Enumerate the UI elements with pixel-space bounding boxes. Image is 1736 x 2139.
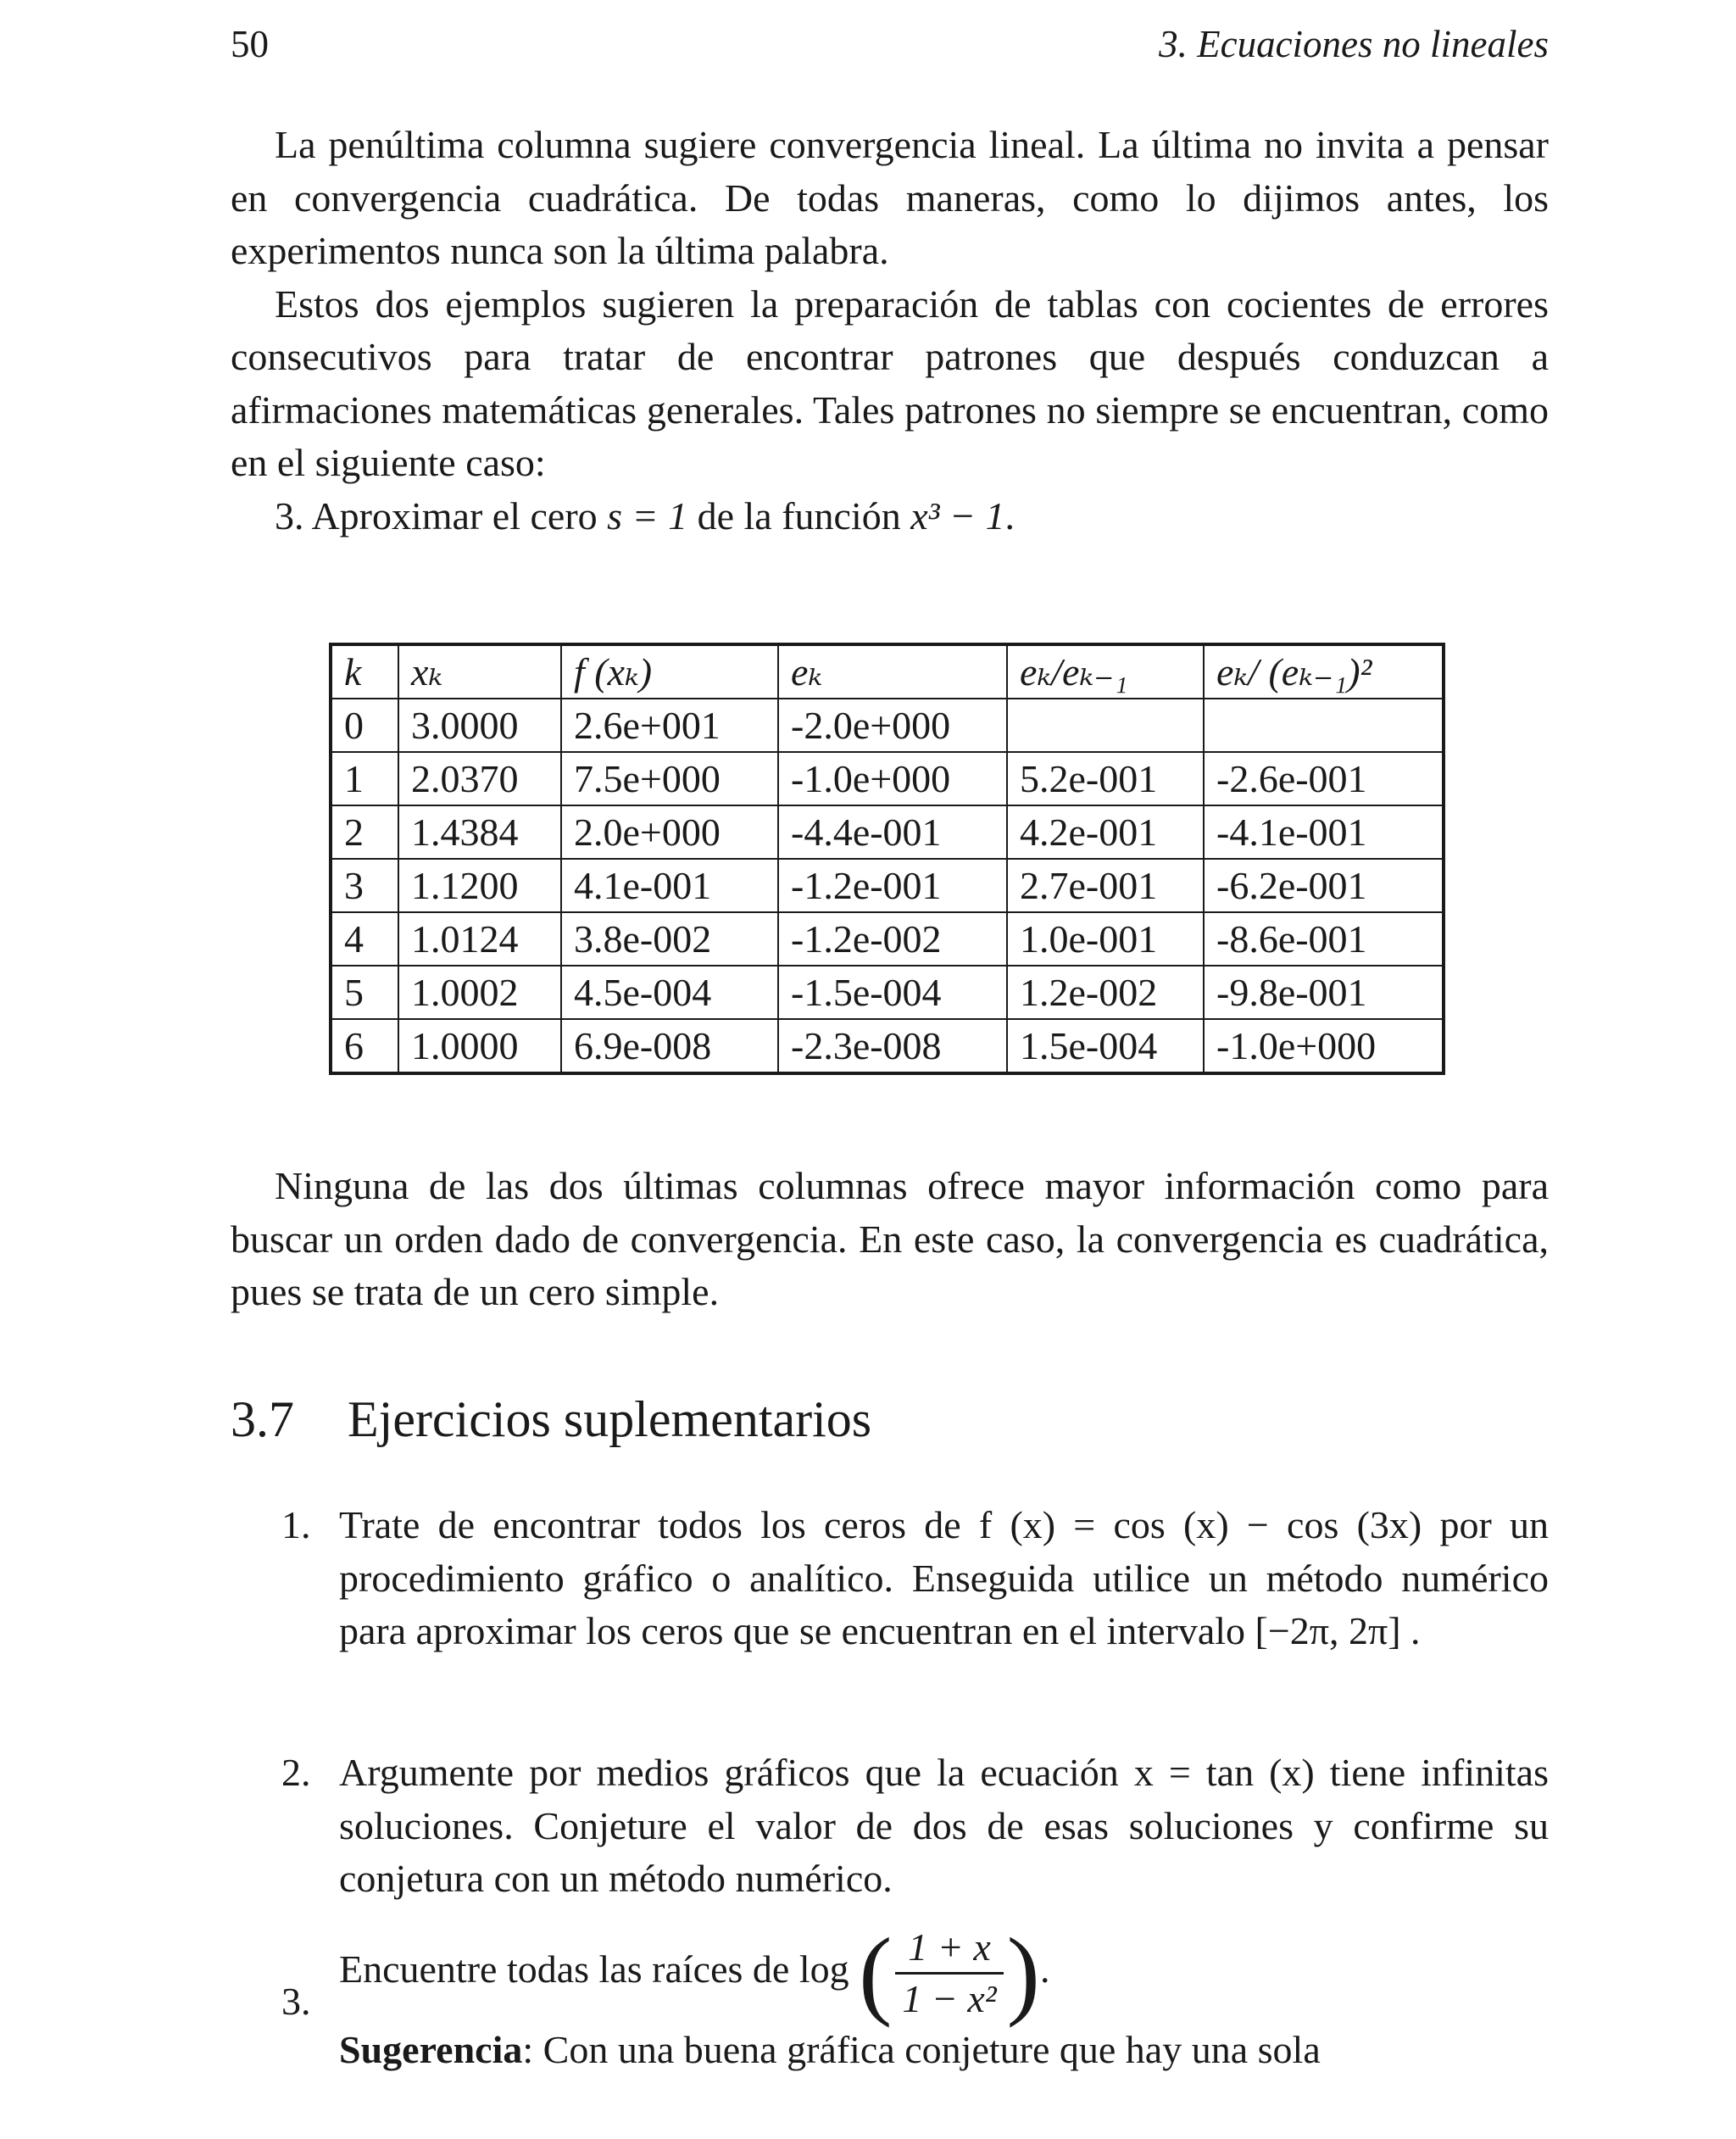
table-row [331,859,1444,912]
table-cell: 3.8e-002 [561,912,778,966]
math-inline: x³ − 1 [910,493,1005,538]
error-table [329,643,1445,1075]
page-number: 50 [231,23,269,65]
right-paren: ) [1006,1917,1040,2029]
table-cell: 6.9e-008 [561,1019,778,1073]
fraction-denominator: 1 − x² [902,1977,997,2020]
table-cell: 5.2e-001 [1007,752,1204,805]
table-cell: -2.0e+000 [778,699,1007,752]
table-cell: -9.8e-001 [1204,966,1444,1019]
table-cell: -6.2e-001 [1204,859,1444,912]
table-cell: -1.2e-001 [778,859,1007,912]
column-header: k [331,644,398,699]
table-cell: 1 [331,752,398,805]
exercise-text: Encuentre todas las raíces de log ( $\frac{1 + x}{\text{1 − x²}}$ ). Sugerencia: Con una buena gráfica conjeture que hay una sola [339,1923,1549,2077]
hint-line [339,2024,1549,2077]
table-cell: 1.0002 [398,966,561,1019]
section-number: 3.7 [231,1391,294,1447]
table-cell: 6 [331,1019,398,1073]
column-header: f (xₖ) [561,644,778,699]
column-header: eₖ/ (eₖ₋₁)² [1204,644,1444,699]
fraction [895,1923,1003,2024]
table-row [331,1019,1444,1073]
table-row [331,805,1444,859]
column-header: eₖ/eₖ₋₁ [1007,644,1204,699]
table-cell: 4 [331,912,398,966]
table-cell: 2.0370 [398,752,561,805]
paragraph: Ninguna de las dos últimas columnas ofrece mayor información como para buscar un orden dado de convergencia. En este caso, la convergencia es cuadrática, pues se trata de un cero simple. [231,1164,1549,1313]
table-cell [1204,699,1444,752]
math-inline: s = 1 [607,493,688,538]
table-cell: 1.5e-004 [1007,1019,1204,1073]
paragraph: La penúltima columna sugiere convergencia lineal. La última no invita a pensar en convergencia cuadrática. De todas maneras, como lo dijimos antes, los experimentos nunca son la última palabra. [231,123,1549,272]
exercise-item [231,1499,1549,1658]
table-cell: -1.2e-002 [778,912,1007,966]
table-cell: -4.1e-001 [1204,805,1444,859]
intro-text [231,119,1549,543]
table-cell: 0 [331,699,398,752]
table-row [331,966,1444,1019]
left-paren: ( [859,1917,893,2029]
table-cell: 1.4384 [398,805,561,859]
table-cell: -2.3e-008 [778,1019,1007,1073]
paragraph: Estos dos ejemplos sugieren la preparación de tablas con cocientes de errores consecutivos para tratar de encontrar patrones que después conduzcan a afirmaciones matemáticas generales. Tales patrones no siempre se encuentran, como en el siguiente caso: [231,281,1549,484]
table-cell: 2.7e-001 [1007,859,1204,912]
exercise-text: Argumente por medios gráficos que la ecuación x = tan (x) tiene infinitas soluciones. Conjeture el valor de dos de esas soluciones y confirme su conjetura con un método numérico. [339,1751,1549,1900]
exercise-item [231,1917,1549,2077]
table-cell [1007,699,1204,752]
table-cell: 5 [331,966,398,1019]
table-cell: -1.0e+000 [778,752,1007,805]
table-cell: 4.5e-004 [561,966,778,1019]
hint-label: Sugerencia [339,2028,523,2071]
table-cell: 3 [331,859,398,912]
exercise-number: 2. [281,1751,311,1794]
table-row [331,699,1444,752]
table-row [331,752,1444,805]
table-cell: -2.6e-001 [1204,752,1444,805]
hint-text: : Con una buena gráfica conjeture que hay una sola [522,2028,1321,2071]
table-cell: 3.0000 [398,699,561,752]
table-cell: -1.5e-004 [778,966,1007,1019]
table-header-row [331,644,1444,699]
table-cell: 1.1200 [398,859,561,912]
table-row [331,912,1444,966]
table-cell: -4.4e-001 [778,805,1007,859]
example-statement: 3. Aproximar el cero s = 1 de la función x³ − 1. [275,493,1015,538]
table-cell: -8.6e-001 [1204,912,1444,966]
column-header: xₖ [398,644,561,699]
table-cell: 2 [331,805,398,859]
exercise-text: Trate de encontrar todos los ceros de f (x) = cos (x) − cos (3x) por un procedimiento gráfico o analítico. Enseguida utilice un método numérico para aproximar los ceros que se encuentran en el intervalo [−2π, 2π] . [339,1503,1549,1652]
fraction-numerator: 1 + x [895,1923,1003,1975]
table-cell: 7.5e+000 [561,752,778,805]
table-cell: 4.1e-001 [561,859,778,912]
table-cell: 2.0e+000 [561,805,778,859]
chapter-title: 3. Ecuaciones no lineales [1159,23,1549,65]
running-header [231,22,1549,73]
exercise-item [231,1746,1549,1906]
exercise-number: 3. [281,1980,311,2023]
post-table-text [231,1160,1549,1319]
table-cell: 1.0000 [398,1019,561,1073]
table-cell: 4.2e-001 [1007,805,1204,859]
exercise-number: 1. [281,1503,311,1546]
table-cell: -1.0e+000 [1204,1019,1444,1073]
table-cell: 2.6e+001 [561,699,778,752]
section-title: Ejercicios suplementarios [348,1391,872,1447]
column-header: eₖ [778,644,1007,699]
table-cell: 1.0e-001 [1007,912,1204,966]
table-cell: 1.2e-002 [1007,966,1204,1019]
table-cell: 1.0124 [398,912,561,966]
section-heading [231,1390,871,1449]
